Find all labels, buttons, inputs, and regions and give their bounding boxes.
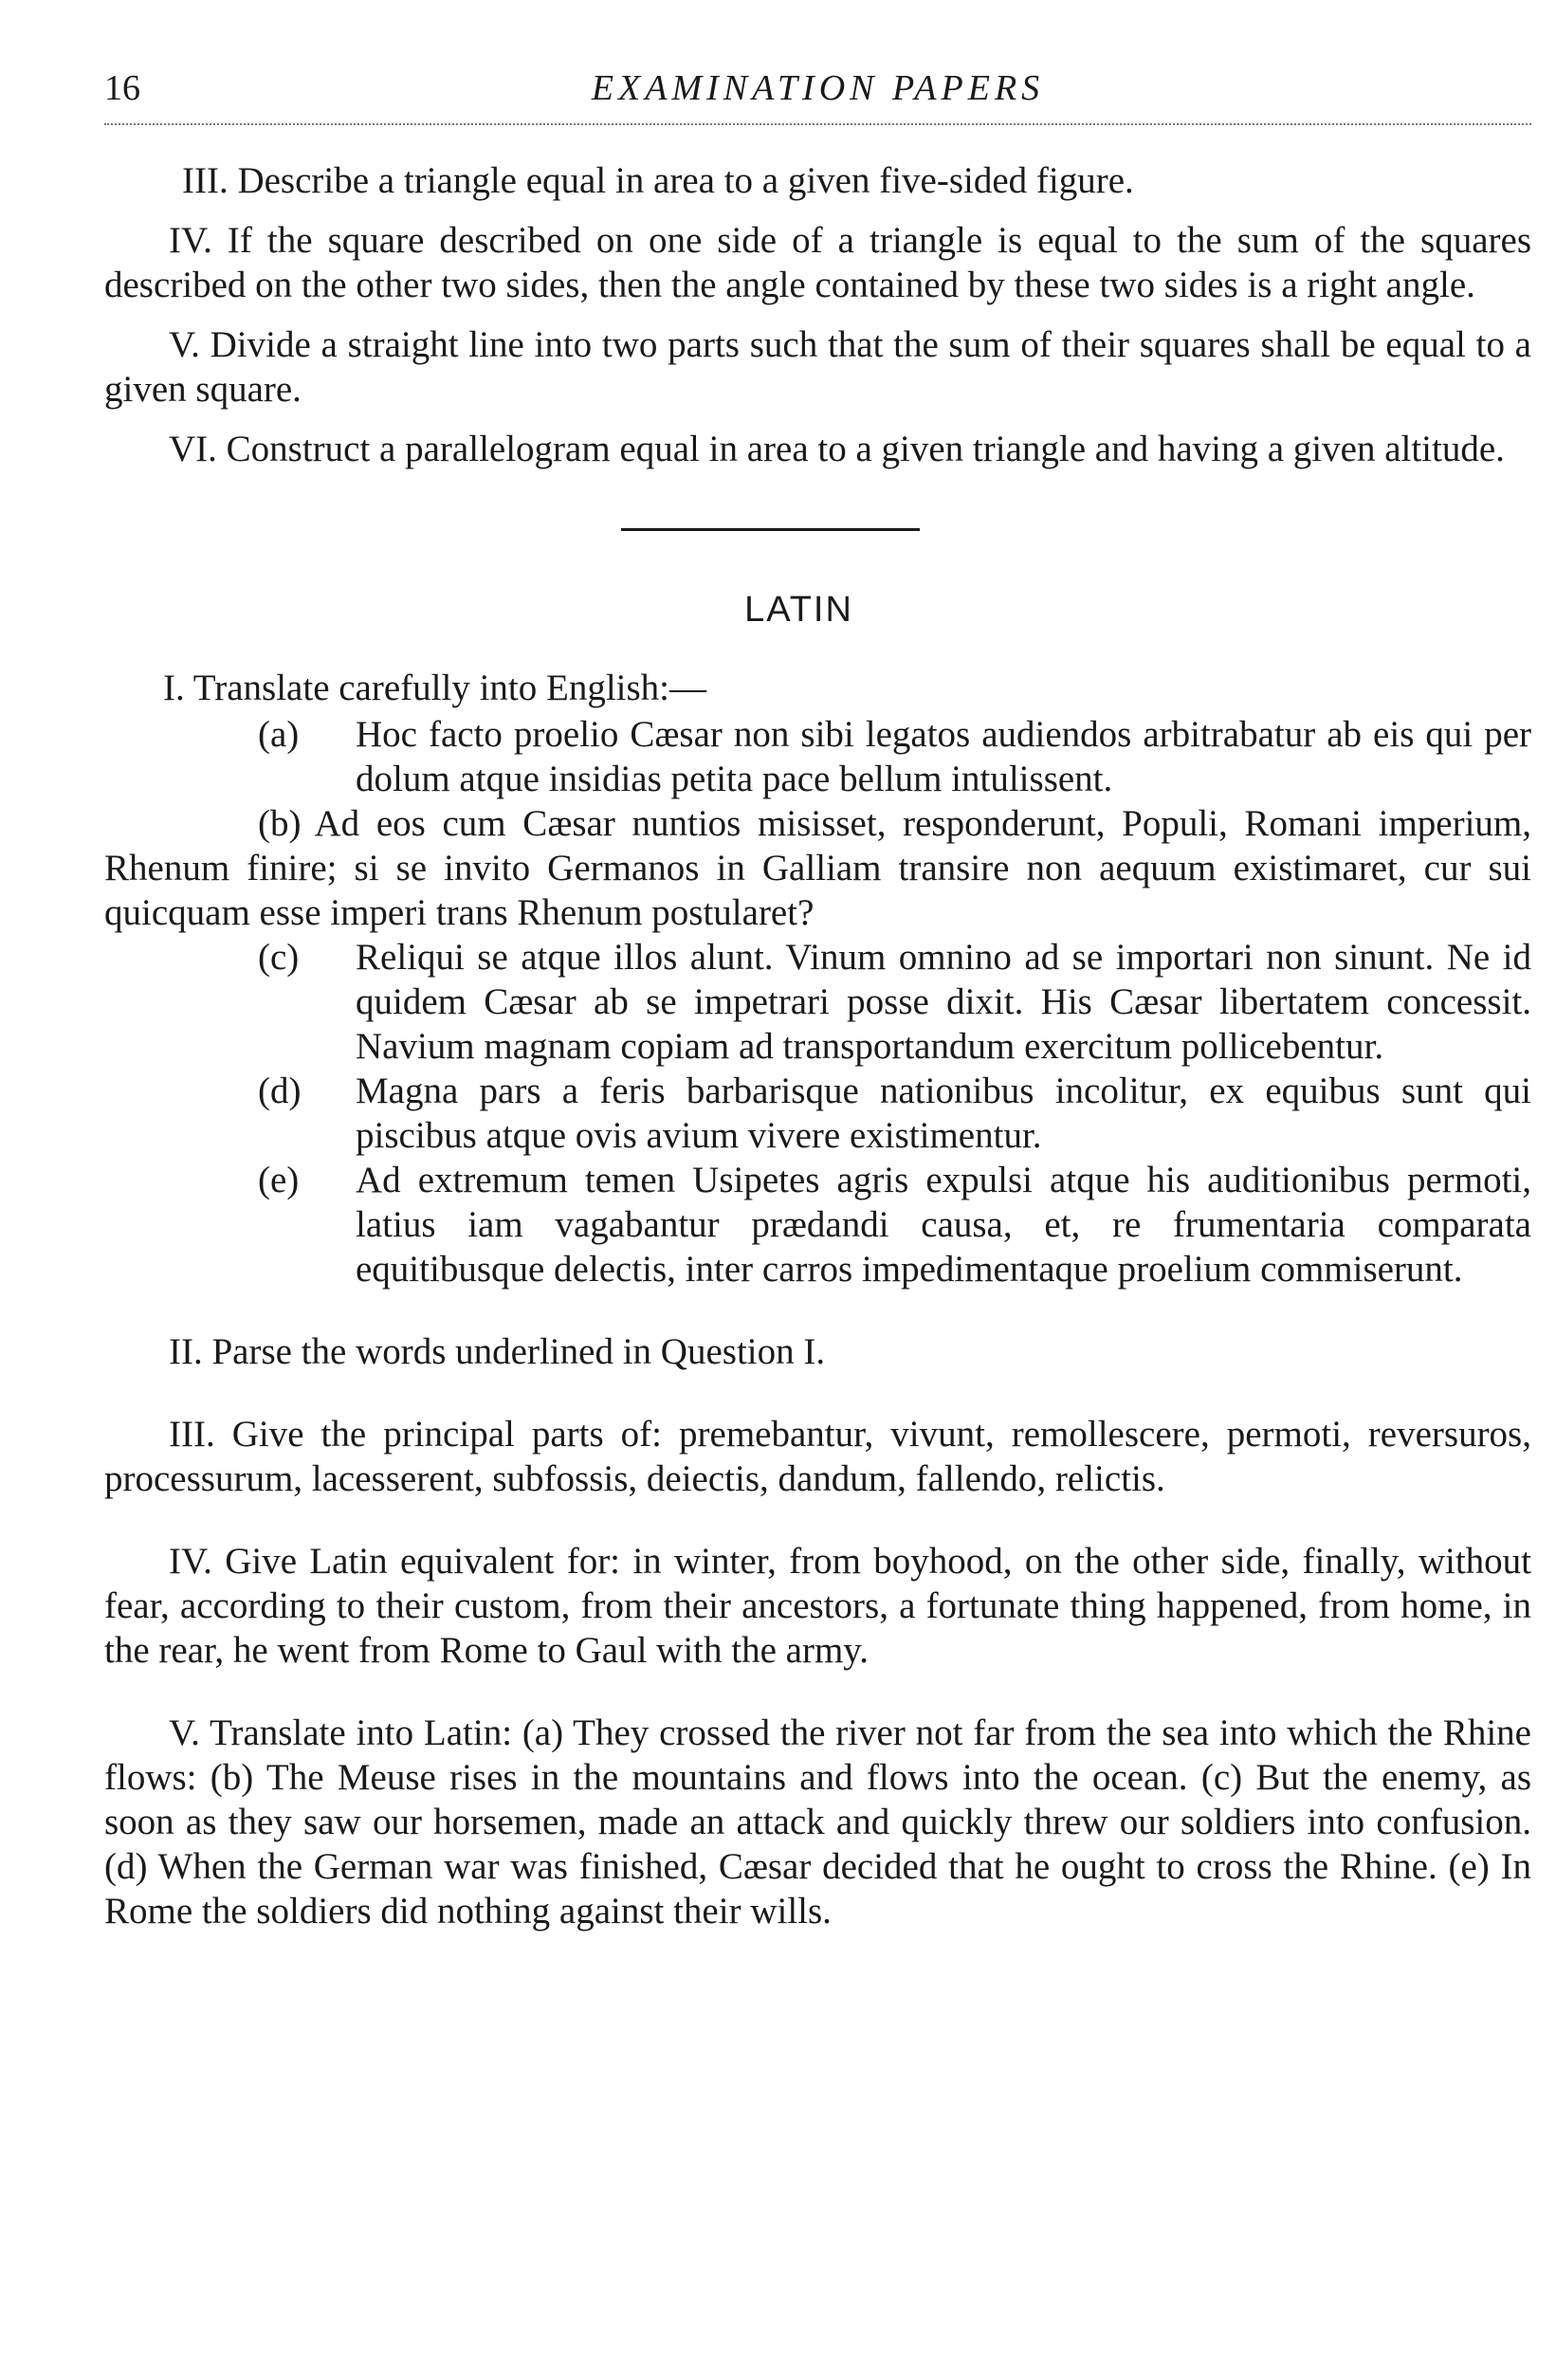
geometry-question-3: III. Describe a triangle equal in area to a given five-sided figure. [182,160,1134,201]
latin-question-3: III. Give the principal parts of: premebantur, vivunt, remollescere, permoti, reversuros, processurum, lacesserent, subfossis, deiectis, dandum, fallendo, relictis. [104,1414,1531,1499]
latin-question-5: V. Translate into Latin: (a) They crossed the river not far from the sea into which the Rhine flows: (b) The Meuse rises in the mountains and flows into the ocean. (c) But the enemy, as soon as they saw our horsemen, made an attack and quickly threw our soldiers into confusion. (d) When the German war was finished, Cæsar decided that he ought to cross the Rhine. (e) In Rome the soldiers did nothing against their wills. [104,1712,1531,1931]
item-label: (d) [258,1071,302,1111]
latin-item-e [104,1158,1531,1291]
page-header [104,66,1531,125]
spacer [104,1291,1531,1329]
item-text: Ad extremum temen Usipetes agris expulsi atque his auditionibus permoti, latius iam vagabantur prædandi causa, et, re frumentaria comparata equitibusque delectis, inter carros impedimentaque proelium commiserunt. [356,1160,1531,1290]
latin-section [104,588,1531,1933]
geometry-question-6: VI. Construct a parallelogram equal in area to a given triangle and having a given altitude. [169,429,1505,469]
latin-item-a [104,712,1531,801]
latin-item-b [104,801,1531,935]
geometry-section [104,158,1531,471]
item-label: (e) [258,1160,300,1200]
latin-item-c [104,935,1531,1069]
item-text: Hoc facto proelio Cæsar non sibi legatos audiendos arbitrabatur ab eis qui per dolum atque insidias petita pace bellum intulissent. [356,714,1531,799]
item-label: (c) [258,937,300,978]
section-divider [621,528,920,531]
page [104,66,1531,1971]
latin-question-1-intro: I. Translate carefully into English:— [163,668,707,708]
latin-question-4: IV. Give Latin equivalent for: in winter, from boyhood, on the other side, finally, without fear, according to their custom, from their ancestors, a fortunate thing happened, from home, in the rear, he went from Rome to Gaul with the army. [104,1541,1531,1671]
latin-item-d [104,1069,1531,1158]
item-text: Magna pars a feris barbarisque nationibus incolitur, ex equibus sunt qui piscibus atque ovis avium vivere existimentur. [356,1071,1531,1156]
latin-question-2: II. Parse the words underlined in Question I. [169,1331,826,1372]
geometry-question-5: V. Divide a straight line into two parts such that the sum of their squares shall be equal to a given square. [104,324,1531,410]
item-label: (b) [258,803,302,844]
running-title: EXAMINATION PAPERS [591,68,1045,108]
item-text: Reliqui se atque illos alunt. Vinum omnino ad se importari non sinunt. Ne id quidem Cæsar ab se impetrari posse dixit. His Cæsar libertatem concessit. Navium magnam copiam ad transportandum exercitum pollicebentur. [356,937,1531,1067]
section-title: LATIN [744,590,853,630]
page-number: 16 [104,68,140,108]
item-text: Ad eos cum Cæsar nuntios misisset, responderunt, Populi, Romani imperium, Rhenum finire; si se invito Germanos in Galliam transire non aequum existimaret, cur sui quicquam esse imperi trans Rhenum postularet? [104,803,1531,933]
item-label: (a) [258,714,300,755]
geometry-question-4: IV. If the square described on one side of a triangle is equal to the sum of the squares described on the other two sides, then the angle contained by these two sides is a right angle. [104,220,1531,305]
